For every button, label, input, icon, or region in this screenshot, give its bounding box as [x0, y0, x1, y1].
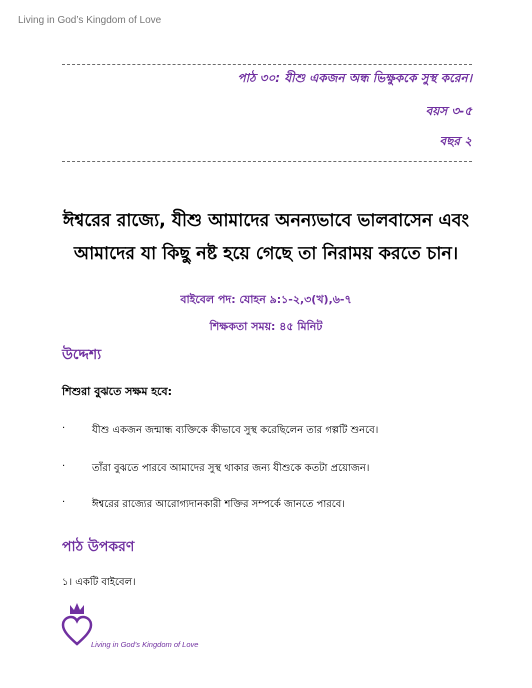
objectives-subheading: শিশুরা বুঝতে সক্ষম হবে:	[62, 385, 172, 398]
footer-text: Living in God’s Kingdom of Love	[91, 640, 199, 649]
main-title	[40, 205, 492, 271]
main-title-line-1: ঈশ্বরের রাজ্যে, যীশু আমাদের অনন্যভাবে ভালবাসেন এবং	[62, 211, 470, 231]
lesson-title: পাঠ ৩০: যীশু একজন অন্ধ ভিক্ষুককে সুস্থ করেন।	[237, 71, 472, 85]
material-item: ১। একটি বাইবেল।	[62, 577, 136, 588]
header-title: Living in God’s Kingdom of Love	[18, 15, 162, 26]
objective-text: তাঁরা বুঝতে পারবে আমাদের সুস্থ থাকার জন্য যীশুকে কতটা প্রয়োজন।	[92, 463, 370, 474]
crown-heart-logo-icon	[60, 600, 94, 646]
objectives-heading: উদ্দেশ্য	[62, 347, 102, 363]
bullet-icon: ·	[62, 423, 66, 434]
bible-verse: বাইবেল পদ: যোহন ৯:১-২,৩(খ),৬-৭	[180, 293, 352, 306]
main-title-line-2: আমাদের যা কিছু নষ্ট হয়ে গেছে তা নিরাময় করতে চান।	[73, 244, 459, 264]
top-divider	[62, 64, 472, 65]
bullet-icon: ·	[62, 461, 66, 472]
teaching-time: শিক্ষকতা সময়: ৪৫ মিনিট	[209, 320, 323, 333]
bullet-icon: ·	[62, 497, 66, 508]
bottom-divider	[62, 161, 472, 162]
lesson-age: বয়স ৩-৫	[425, 104, 472, 118]
materials-heading: পাঠ উপকরণ	[62, 539, 135, 555]
objective-text: ঈশ্বরের রাজ্যের আরোগ্যদানকারী শক্তির সম্পর্কে জানতে পারবে।	[92, 499, 345, 510]
lesson-year: বছর ২	[439, 134, 472, 148]
objective-text: যীশু একজন জন্মান্ধ ব্যক্তিকে কীভাবে সুস্থ করেছিলেন তার গল্পটি শুনবে।	[92, 425, 379, 436]
